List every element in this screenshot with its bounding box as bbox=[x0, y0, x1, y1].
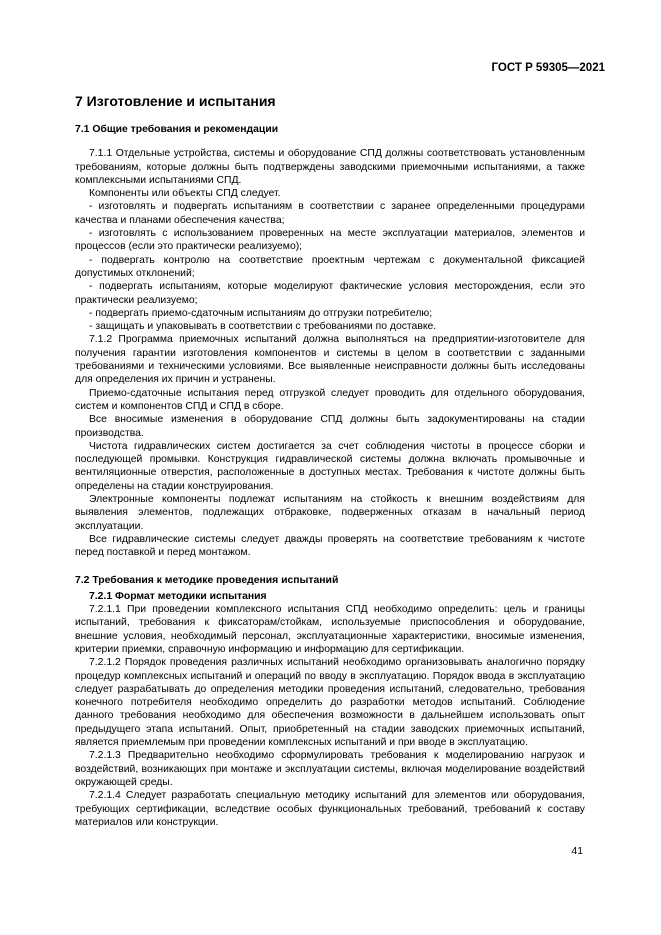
list-item: - подвергать приемо-сдаточным испытаниям до отгрузки потребителю; bbox=[89, 307, 433, 319]
paragraph: 7.2.1.1 При проведении комплексного испытания СПД необходимо определить: цель и границы испытаний, требования к фиксаторам/стойкам, используемые приспособления и оборудование, внешние условия, необходимый персонал, эксплуатационные характеристики, вносимые изменения, критерии приемки, справочную информацию и информацию для сертификации. bbox=[75, 604, 585, 655]
list-item: - подвергать контролю на соответствие проектным чертежам с документальной фиксацией допустимых отклонений; bbox=[75, 254, 585, 279]
paragraph: 7.1.2 Программа приемочных испытаний должна выполняться на предприятии-изготовителе для получения гарантии изготовления компонентов и системы в целом в соответствии с заданными требованиями и техническими условиями. Все выявленные неисправности должны быть исследованы для определения их причин и устранены. bbox=[75, 334, 585, 386]
list-item: - изготовлять с использованием проверенных на месте эксплуатации материалов, элементов и процессов (если это практически реализуемо); bbox=[75, 228, 585, 253]
paragraph: 7.2.1.3 Предварительно необходимо сформулировать требования к моделированию нагрузок и воздействий, возникающих при монтаже и эксплуатации системы, включая моделирование воздействий окружающей среды. bbox=[75, 750, 585, 788]
standard-number: ГОСТ Р 59305—2021 bbox=[491, 62, 605, 74]
paragraph: Все гидравлические системы следует дважды проверять на соответствие требованиям к чистоте перед поставкой и перед монтажом. bbox=[75, 533, 585, 559]
paragraph: 7.1.1 Отдельные устройства, системы и оборудование СПД должны соответствовать установленным требованиям, которые должны быть подтверждены заводскими приемочными испытаниями, а также комплексными испытаниями СПД. bbox=[75, 148, 585, 186]
list-item: - подвергать испытаниям, которые моделируют фактические условия месторождения, если это практически реализуемо; bbox=[75, 281, 585, 306]
paragraph: Все вносимые изменения в оборудование СПД должны быть задокументированы на стадии производства. bbox=[75, 414, 585, 439]
paragraph: Компоненты или объекты СПД следует. bbox=[89, 188, 281, 200]
subsubsection-title-7-2-1: 7.2.1 Формат методики испытания bbox=[89, 590, 267, 602]
section-title: 7 Изготовление и испытания bbox=[75, 93, 276, 109]
page-number: 41 bbox=[571, 846, 583, 857]
subsection-title-7-1: 7.1 Общие требования и рекомендации bbox=[75, 124, 279, 135]
subsection-title-7-2: 7.2 Требования к методике проведения испытаний bbox=[75, 574, 339, 586]
list-item: - изготовлять и подвергать испытаниям в соответствии с заранее определенными процедурами качества и планами обеспечения качества; bbox=[75, 201, 585, 226]
page-content bbox=[75, 91, 585, 829]
paragraph: 7.2.1.4 Следует разработать специальную методику испытаний для элементов или оборудования, требующих сертификации, вследствие особых функциональных требований, требований к составу материалов или конструкции. bbox=[75, 790, 585, 828]
paragraph: 7.2.1.2 Порядок проведения различных испытаний необходимо организовывать аналогично порядку процедур комплексных испытаний и операций по вводу в эксплуатацию. Порядок ввода в эксплуатацию следует разрабатывать до определения методики проведения испытаний, следовательно, требования конечного потребителя необходимо определить до разработки методов испытаний. Соблюдение данного требования необходимо для обеспечения возможности в дальнейшем использовать опыт предыдущего этапа испытаний. Опыт, приобретенный на стадии заводских приемочных испытаний, является приемлемым при проведении комплексных испытаний и при вводе в эксплуатацию. bbox=[75, 657, 585, 749]
list-item: - защищать и упаковывать в соответствии с требованиями по доставке. bbox=[89, 321, 437, 333]
paragraph: Приемо-сдаточные испытания перед отгрузкой следует проводить для отдельного оборудования, систем и компонентов СПД и СПД в сборе. bbox=[75, 387, 585, 412]
paragraph: Чистота гидравлических систем достигается за счет соблюдения чистоты в процессе сборки и последующей промывки. Конструкция гидравлической системы должна включать промывочные и вентиляционные отверстия, расположенные в доступных местах. Требования к чистоте должны быть определены на стадии конструирования. bbox=[75, 440, 585, 492]
paragraph: Электронные компоненты подлежат испытаниям на стойкость к внешним воздействиям для выявления элементов, подлежащих отбраковке, подверженных отказам в начальный период эксплуатации. bbox=[75, 494, 585, 532]
